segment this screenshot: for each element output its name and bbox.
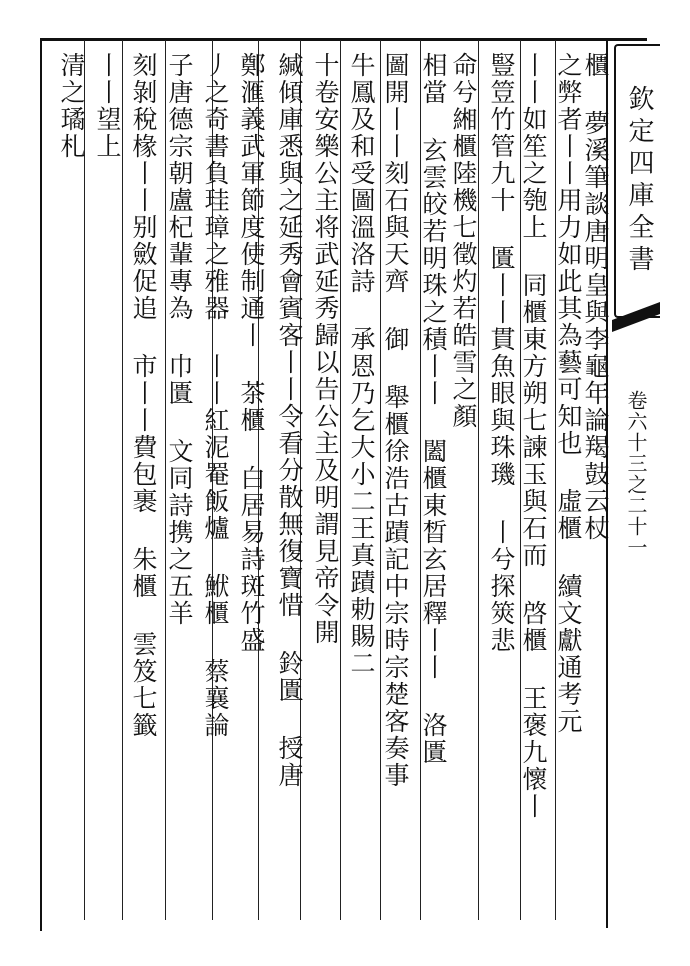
text-column: 十卷安樂公主将武延秀歸以告公主及明謂見帝令開 — [311, 52, 340, 646]
text-column: 之弊者丨丨用力如此其為藝可知也 虛櫃 續文獻通考元 — [554, 52, 583, 735]
text-column: 丿之奇書負珪璋之雅器 丨丨紅泥罨飯爐 鮲櫃 蔡襄論 — [201, 52, 230, 739]
text-column: 命兮緗櫃陸機七徵灼若皓雪之顏 — [449, 52, 478, 430]
text-column: 緘傾庫悉與之延秀會賓客丨丨令看分散無復寶惜 鈴匱 授唐 — [275, 52, 304, 789]
chapter-label: 卷六十三之二十一 — [624, 390, 648, 558]
side-tab-title: 欽定四庫全書 — [614, 44, 660, 318]
text-column: 豎䇺竹管九十 匱丨丨貫魚眼與珠璣 丨兮探筴悲 — [487, 52, 516, 654]
text-column: 刻剝稅椽丨丨别斂促追 市丨丨費包裹 朱櫃 雲笈七籤 — [129, 52, 158, 739]
text-column: 子唐德宗朝盧杞輩專為 巾匱 文同詩携之五羊 — [165, 52, 194, 627]
text-column: 牛鳳及和受圖溫洛詩 承恩乃乞大小二王真蹟勅賜二 — [347, 52, 376, 677]
text-column: 圖開丨丨刻石與天齊 御 舉櫃徐浩古蹟記中宗時宗楚客奏事 — [381, 52, 410, 789]
text-column: 丨丨望上 — [93, 52, 122, 160]
text-column: 相當 玄雲皎若明珠之積丨丨 闔櫃東晳玄居釋丨丨 洛匱 — [419, 52, 448, 766]
text-column: 丨丨如笙之匏上 同櫃東方朔七諫玉與石而 啓櫃 王褒九懷丨 — [519, 52, 548, 820]
text-column: 鄭滙義武軍節度使制通丨 茶櫃 白居易詩斑竹盛 — [237, 52, 266, 654]
text-column: 櫃 夢溪筆談唐明皇與李龜年論羯鼓云杖 — [581, 52, 610, 542]
text-column: 清之璚札 — [57, 52, 86, 160]
